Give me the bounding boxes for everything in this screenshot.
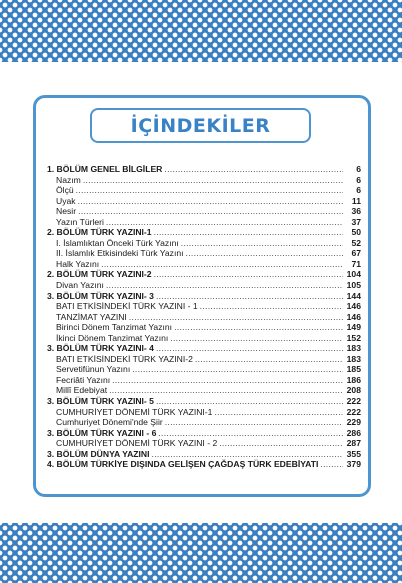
toc-page-number: 144 (346, 290, 361, 301)
toc-chapter-entry (47, 428, 361, 439)
toc-section-entry (47, 322, 361, 333)
toc-page-number: 104 (346, 269, 361, 280)
toc-page-number: 222 (346, 406, 361, 417)
toc-entry-title: CUMHURİYET DÖNEMİ TÜRK YAZINI-1 (56, 406, 213, 417)
dot-leader (158, 428, 343, 439)
polka-dot-footer-band (0, 523, 402, 583)
toc-entry-title: Servetifünun Yazını (56, 364, 131, 375)
toc-chapter-entry (47, 459, 361, 470)
toc-entry-title: 3. BÖLÜM TÜRK YAZINI- 4 (47, 343, 154, 354)
toc-page-number: 6 (356, 185, 361, 196)
toc-section-entry (47, 312, 361, 323)
toc-page-number: 222 (346, 396, 361, 407)
toc-page-number: 6 (356, 164, 361, 174)
dot-leader (154, 269, 343, 280)
toc-section-entry (47, 206, 361, 217)
toc-entry-title: 4. BÖLÜM TÜRKİYE DIŞINDA GELİŞEN ÇAĞDAŞ TÜRK EDEBİYATI (47, 459, 319, 470)
toc-chapter-entry (47, 291, 361, 302)
dot-leader (152, 449, 343, 460)
toc-entry-title: BATI ETKİSİNDEKİ TÜRK YAZINI - 1 (56, 301, 198, 312)
toc-page-number: 11 (351, 195, 361, 206)
toc-entry-title: 3. BÖLÜM TÜRK YAZINI- 3 (47, 290, 154, 301)
toc-page-number: 149 (346, 322, 361, 333)
toc-entry-title: CUMHURİYET DÖNEMİ TÜRK YAZINI - 2 (56, 438, 218, 449)
toc-section-entry (47, 248, 361, 259)
contents-card (33, 95, 371, 497)
toc-page-number: 146 (346, 301, 361, 312)
dot-leader (106, 217, 343, 228)
dot-leader (101, 259, 343, 270)
dot-leader (83, 175, 343, 186)
toc-entry-title: Nazım (56, 174, 81, 185)
toc-entry-title: Uyak (56, 195, 76, 206)
toc-section-entry (47, 280, 361, 291)
toc-section-entry (47, 259, 361, 270)
dot-leader (320, 459, 343, 470)
toc-section-entry (47, 364, 361, 375)
toc-section-entry (47, 407, 361, 418)
toc-page-number: 152 (346, 332, 361, 343)
table-of-contents (47, 164, 361, 470)
toc-page-number: 229 (346, 417, 361, 428)
toc-page-number: 286 (346, 427, 361, 438)
toc-page-number: 185 (346, 364, 361, 375)
toc-entry-title: Yazın Türleri (56, 216, 104, 227)
dot-leader (195, 354, 343, 365)
toc-entry-title: BATI ETKİSİNDEKİ TÜRK YAZINI-2 (56, 353, 193, 364)
toc-chapter-entry (47, 449, 361, 460)
toc-section-entry (47, 238, 361, 249)
toc-entry-title: İkinci Dönem Tanzimat Yazını (56, 332, 169, 343)
toc-entry-title: 2. BÖLÜM TÜRK YAZINI-2 (47, 269, 152, 280)
toc-entry-title: Cumhuriyet Dönemi'nde Şiir (56, 417, 163, 428)
toc-entry-title: Ölçü (56, 185, 74, 196)
toc-page-number: 67 (351, 248, 361, 259)
dot-leader (106, 280, 343, 291)
toc-chapter-entry (47, 396, 361, 407)
toc-entry-title: 3. BÖLÜM TÜRK YAZINI - 6 (47, 427, 157, 438)
dot-leader (156, 396, 343, 407)
toc-page-number: 183 (346, 353, 361, 364)
dot-leader (165, 417, 343, 428)
toc-section-entry (47, 175, 361, 186)
toc-section-entry (47, 375, 361, 386)
dot-leader (181, 238, 343, 249)
dot-leader (112, 375, 343, 386)
toc-page-number: 36 (351, 206, 361, 217)
toc-page-number: 37 (351, 216, 361, 227)
toc-page-number: 71 (351, 258, 361, 269)
toc-entry-title: I. İslamlıktan Önceki Türk Yazını (56, 237, 179, 248)
dot-leader (219, 438, 343, 449)
toc-page-number: 105 (346, 280, 361, 291)
toc-page-number: 183 (346, 343, 361, 354)
toc-chapter-entry (47, 164, 361, 175)
toc-entry-title: Nesir (56, 206, 77, 217)
dot-leader (109, 385, 343, 396)
dot-leader (186, 248, 343, 259)
toc-section-entry (47, 417, 361, 428)
toc-page-number: 6 (356, 174, 361, 185)
toc-page-number: 287 (346, 438, 361, 449)
toc-chapter-entry (47, 343, 361, 354)
toc-entry-title: Fecriâti Yazını (56, 374, 111, 385)
toc-entry-title: 3. BÖLÜM DÜNYA YAZINI (47, 448, 150, 459)
polka-dot-header-band (0, 0, 402, 62)
dot-leader (200, 301, 343, 312)
dot-leader (132, 364, 343, 375)
toc-chapter-entry (47, 269, 361, 280)
dot-leader (129, 312, 343, 323)
toc-entry-title: Millî Edebiyat (56, 385, 108, 396)
toc-page-number: 50 (351, 227, 361, 238)
toc-section-entry (47, 196, 361, 207)
toc-entry-title: Halk Yazını (56, 258, 100, 269)
page-title: İÇİNDEKİLER (130, 114, 271, 137)
dot-leader (156, 291, 343, 302)
toc-entry-title: II. İslamlık Etkisindeki Türk Yazını (56, 248, 184, 259)
toc-entry-title: 1. BÖLÜM GENEL BİLGİLER (47, 164, 163, 174)
dot-leader (154, 227, 343, 238)
toc-page-number: 146 (346, 311, 361, 322)
toc-chapter-entry (47, 227, 361, 238)
toc-section-entry (47, 301, 361, 312)
toc-section-entry (47, 438, 361, 449)
dot-leader (174, 322, 343, 333)
toc-section-entry (47, 185, 361, 196)
toc-page-number: 355 (346, 448, 361, 459)
toc-entry-title: Divan Yazını (56, 280, 104, 291)
toc-page-number: 186 (346, 374, 361, 385)
toc-entry-title: Birinci Dönem Tanzimat Yazını (56, 322, 173, 333)
dot-leader (170, 333, 343, 344)
dot-leader (76, 185, 343, 196)
dot-leader (164, 164, 343, 175)
toc-entry-title: 2. BÖLÜM TÜRK YAZINI-1 (47, 227, 152, 238)
toc-page-number: 379 (346, 459, 361, 470)
title-frame (90, 108, 311, 143)
toc-page-number: 208 (346, 385, 361, 396)
toc-entry-title: 3. BÖLÜM TÜRK YAZINI- 5 (47, 396, 154, 407)
toc-section-entry (47, 354, 361, 365)
dot-leader (214, 407, 343, 418)
toc-section-entry (47, 217, 361, 228)
toc-page-number: 52 (351, 237, 361, 248)
dot-leader (156, 343, 343, 354)
toc-entry-title: TANZİMAT YAZINI (56, 311, 127, 322)
dot-leader (78, 196, 343, 207)
toc-section-entry (47, 385, 361, 396)
toc-section-entry (47, 333, 361, 344)
dot-leader (78, 206, 343, 217)
